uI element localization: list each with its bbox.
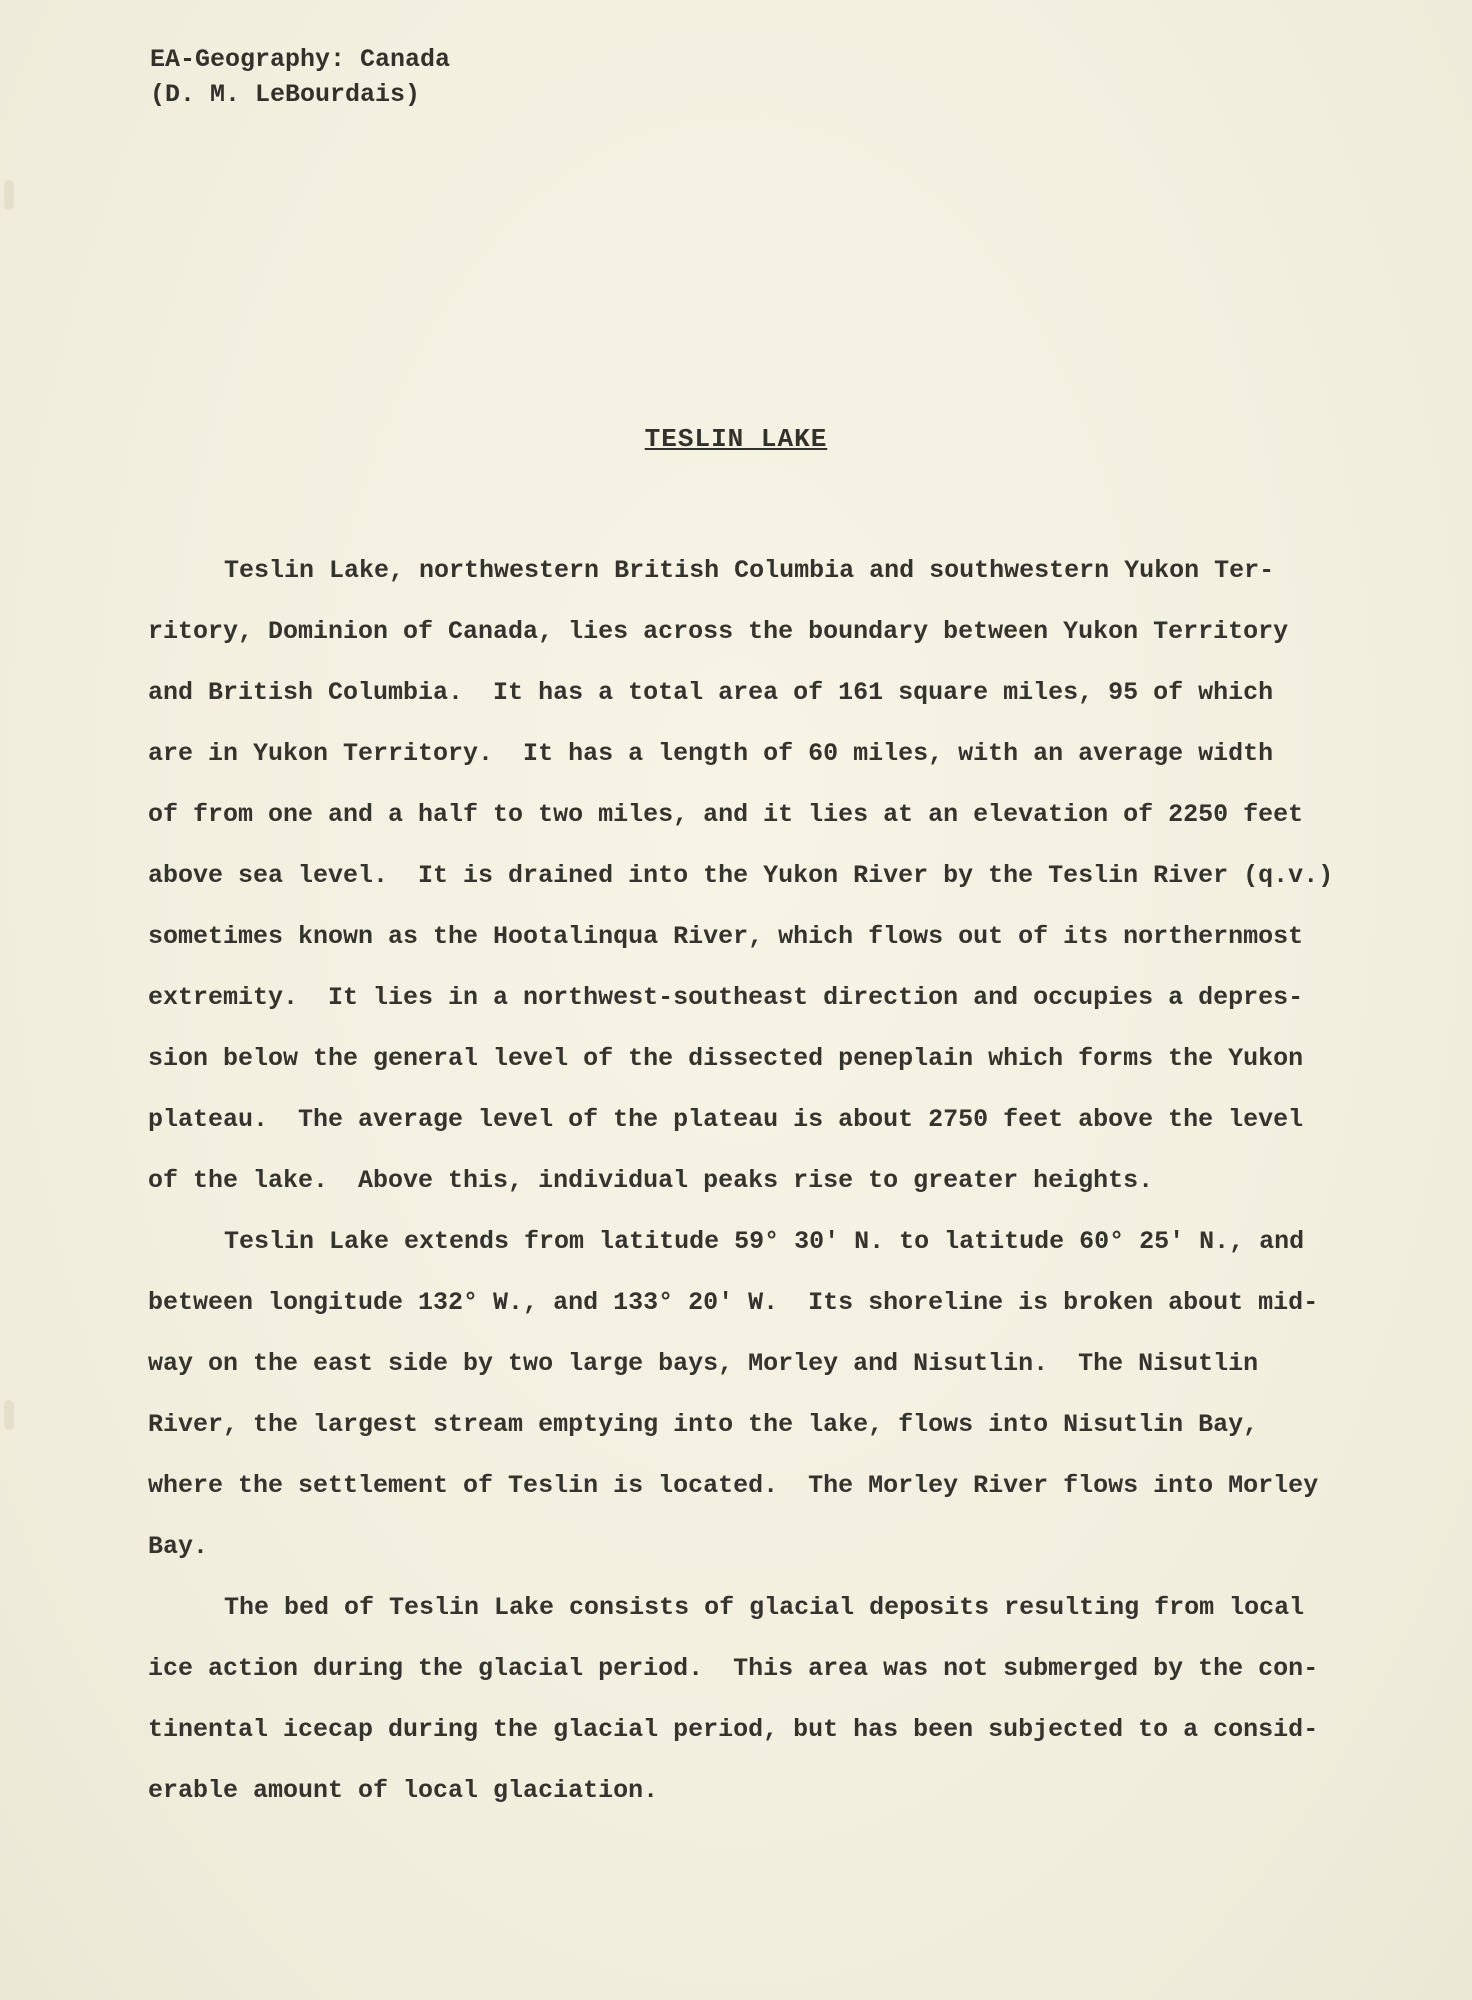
text-line: and British Columbia. It has a total area of 161 square miles, 95 of which	[148, 678, 1274, 707]
header-author: (D. M. LeBourdais)	[150, 80, 421, 109]
text-line: way on the east side by two large bays, Morley and Nisutlin. The Nisutlin	[148, 1349, 1259, 1378]
text-line: of from one and a half to two miles, and it lies at an elevation of 2250 feet	[148, 800, 1304, 829]
text-line: Teslin Lake, northwestern British Columbia and southwestern Yukon Ter-	[224, 556, 1275, 585]
document-body	[148, 540, 1334, 1821]
text-line: sometimes known as the Hootalinqua River, which flows out of its northernmost	[148, 922, 1304, 951]
text-line: are in Yukon Territory. It has a length of 60 miles, with an average width	[148, 739, 1274, 768]
text-line: The bed of Teslin Lake consists of glacial deposits resulting from local	[224, 1593, 1305, 1622]
text-line: between longitude 132° W., and 133° 20' W. Its shoreline is broken about mid-	[148, 1288, 1319, 1317]
text-line: erable amount of local glaciation.	[148, 1776, 659, 1805]
text-line: where the settlement of Teslin is located. The Morley River flows into Morley	[148, 1471, 1319, 1500]
text-line: of the lake. Above this, individual peaks rise to greater heights.	[148, 1166, 1154, 1195]
text-line: River, the largest stream emptying into the lake, flows into Nisutlin Bay,	[148, 1410, 1259, 1439]
text-line: plateau. The average level of the plateau is about 2750 feet above the level	[148, 1105, 1304, 1134]
document-title: TESLIN LAKE	[644, 424, 828, 454]
text-line: Bay.	[148, 1532, 209, 1561]
header-subject: EA-Geography: Canada	[150, 45, 451, 74]
text-line: sion below the general level of the dissected peneplain which forms the Yukon	[148, 1044, 1304, 1073]
text-line: extremity. It lies in a northwest-southeast direction and occupies a depres-	[148, 983, 1304, 1012]
text-line: ice action during the glacial period. This area was not submerged by the con-	[148, 1654, 1319, 1683]
punch-hole-mark	[4, 180, 14, 210]
text-line: above sea level. It is drained into the Yukon River by the Teslin River (q.v.)	[148, 861, 1334, 890]
document-header	[150, 42, 450, 112]
text-line: ritory, Dominion of Canada, lies across the boundary between Yukon Territory	[148, 617, 1289, 646]
text-line: tinental icecap during the glacial period, but has been subjected to a consid-	[148, 1715, 1319, 1744]
punch-hole-mark	[4, 1400, 14, 1430]
text-line: Teslin Lake extends from latitude 59° 30' N. to latitude 60° 25' N., and	[224, 1227, 1305, 1256]
